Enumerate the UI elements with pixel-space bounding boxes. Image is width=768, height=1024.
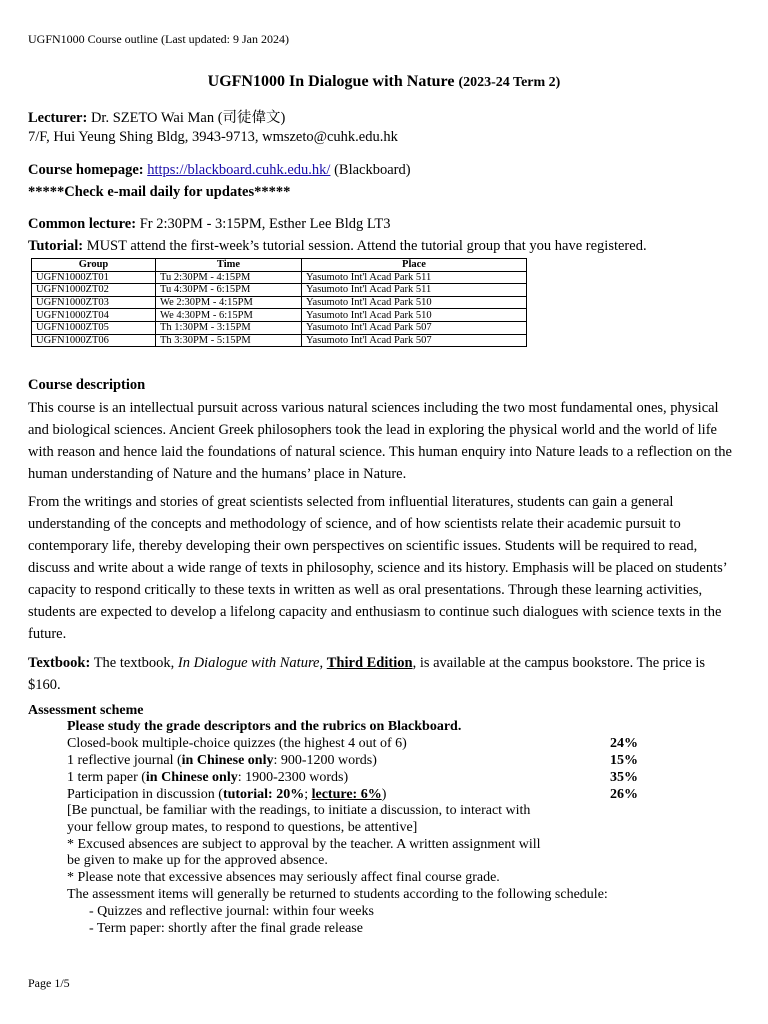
tutorial-label: Tutorial: — [28, 238, 84, 254]
assessment-line: The assessment items will generally be returned to students according to the following schedule: — [67, 887, 608, 902]
journal-bold: in Chinese only — [181, 753, 274, 768]
table-cell: Yasumoto Int'l Acad Park 511 — [302, 284, 527, 297]
tutorial-table — [31, 258, 527, 347]
assessment-journal — [67, 753, 377, 770]
table-row — [32, 284, 527, 297]
email-notice — [28, 184, 290, 201]
assessment-line: * Please note that excessive absences may seriously affect final course grade. — [67, 870, 500, 885]
table-row — [32, 321, 527, 334]
running-header: UGFN1000 Course outline (Last updated: 9 Jan 2024) — [28, 32, 289, 46]
paper-pre: 1 term paper ( — [67, 770, 146, 785]
tutorial-text: MUST attend the first-week’s tutorial session. Attend the tutorial group that you have registered. — [86, 238, 647, 254]
table-row — [32, 334, 527, 347]
schedule-item: - Term paper: shortly after the final grade release — [89, 921, 363, 936]
table-cell: UGFN1000ZT05 — [32, 321, 156, 334]
table-cell: Yasumoto Int'l Acad Park 510 — [302, 309, 527, 322]
table-cell: UGFN1000ZT03 — [32, 296, 156, 309]
common-lecture-label: Common lecture: — [28, 216, 137, 232]
page-title — [0, 73, 768, 91]
assessment-line: [Be punctual, be familiar with the readings, to initiate a discussion, to interact with — [67, 803, 531, 818]
table-header: Time — [156, 259, 302, 272]
tutorial-line — [28, 238, 647, 255]
table-cell: Th 3:30PM - 5:15PM — [156, 334, 302, 347]
homepage-suffix: (Blackboard) — [334, 162, 411, 178]
table-cell: Tu 4:30PM - 6:15PM — [156, 284, 302, 297]
assessment-line: * Excused absences are subject to approval by the teacher. A written assignment will — [67, 837, 541, 852]
table-cell: UGFN1000ZT01 — [32, 271, 156, 284]
participation-pre: Participation in discussion ( — [67, 787, 223, 802]
table-row — [32, 309, 527, 322]
assessment-paper — [67, 770, 348, 787]
assessment-line: be given to make up for the approved absence. — [67, 853, 328, 868]
table-header: Place — [302, 259, 527, 272]
journal-pre: 1 reflective journal ( — [67, 753, 182, 768]
page-number: Page 1/5 — [28, 976, 70, 990]
table-cell: We 2:30PM - 4:15PM — [156, 296, 302, 309]
table-cell: We 4:30PM - 6:15PM — [156, 309, 302, 322]
assessment-paper-pct: 35% — [610, 770, 638, 785]
lecturer-name: Dr. SZETO Wai Man (司徒偉文) — [90, 110, 286, 126]
course-description-heading-text: Course description — [28, 377, 146, 393]
textbook-title: In Dialogue with Nature — [177, 655, 320, 671]
assessment-heading — [28, 703, 143, 720]
textbook-post: , is available at the campus bookstore. The price is $160. — [28, 655, 706, 693]
title-term: (2023-24 Term 2) — [458, 75, 561, 90]
table-cell: Yasumoto Int'l Acad Park 510 — [302, 296, 527, 309]
table-cell: Tu 2:30PM - 4:15PM — [156, 271, 302, 284]
assessment-line: your fellow group mates, to respond to questions, be attentive] — [67, 820, 418, 835]
table-header-row — [32, 259, 527, 272]
table-cell: UGFN1000ZT04 — [32, 309, 156, 322]
homepage-label: Course homepage: — [28, 162, 144, 178]
paper-post: : 1900-2300 words) — [237, 770, 349, 785]
lecturer-label: Lecturer: — [28, 110, 88, 126]
table-cell: UGFN1000ZT06 — [32, 334, 156, 347]
table-cell: Yasumoto Int'l Acad Park 507 — [302, 321, 527, 334]
schedule-item: - Quizzes and reflective journal: within four weeks — [89, 904, 374, 919]
textbook-pre: The textbook, — [93, 655, 175, 671]
assessment-participation — [67, 787, 386, 804]
textbook-paragraph — [28, 652, 740, 696]
participation-sep: ; — [304, 787, 312, 802]
email-notice-text: *****Check e-mail daily for updates***** — [28, 184, 291, 200]
paper-bold: in Chinese only — [145, 770, 238, 785]
table-cell: Th 1:30PM - 3:15PM — [156, 321, 302, 334]
assessment-quiz: Closed-book multiple-choice quizzes (the highest 4 out of 6) — [67, 736, 407, 751]
assessment-note-text: Please study the grade descriptors and the rubrics on Blackboard. — [67, 719, 462, 734]
table-cell: Yasumoto Int'l Acad Park 511 — [302, 271, 527, 284]
course-description-p1: This course is an intellectual pursuit across various natural sciences including the two most fundamental ones, physical and biological sciences. Ancient Greek philosophers took the lead in exploring the physical world and the world of life with reason and hence laid the foundations of natural science. This human enquiry into Nature leads to a reflection on the human understanding of Nature and the humans’ place in Nature. — [28, 400, 732, 482]
assessment-journal-pct: 15% — [610, 753, 638, 768]
common-lecture-line — [28, 216, 391, 233]
assessment-participation-pct: 26% — [610, 787, 638, 802]
table-row — [32, 271, 527, 284]
participation-tutorial: tutorial: 20% — [222, 787, 305, 802]
participation-lecture: lecture: 6% — [311, 787, 382, 802]
homepage-link[interactable]: https://blackboard.cuhk.edu.hk/ — [147, 162, 331, 178]
assessment-note — [67, 719, 461, 736]
title-main: UGFN1000 In Dialogue with Nature — [207, 73, 455, 90]
textbook-edition: Third Edition — [326, 655, 413, 671]
table-header: Group — [32, 259, 156, 272]
course-description-p2: From the writings and stories of great scientists selected from influential literatures, students can gain a general understanding of the concepts and methodology of science, and of how scientists relate their academic pursuit to contemporary life, thereby developing their own perspectives on scientific issues. Students will be required to read, discuss and write about a wide range of texts in philosophy, science and its history. Emphasis will be placed on students’ capacity to respond critically to these texts in written as well as oral presentations. Through these learning activities, students are expected to develop a lifelong capacity and enthusiasm to continue such dialogues with science texts in the future. — [28, 494, 727, 642]
common-lecture-text: Fr 2:30PM - 3:15PM, Esther Lee Bldg LT3 — [139, 216, 391, 232]
textbook-label: Textbook: — [28, 655, 91, 671]
lecturer-contact: 7/F, Hui Yeung Shing Bldg, 3943-9713, wmszeto@cuhk.edu.hk — [28, 129, 398, 145]
assessment-quiz-pct: 24% — [610, 736, 638, 751]
course-description-heading — [28, 377, 145, 394]
homepage-line — [28, 162, 411, 179]
journal-post: : 900-1200 words) — [273, 753, 377, 768]
table-cell: Yasumoto Int'l Acad Park 507 — [302, 334, 527, 347]
participation-post: ) — [381, 787, 387, 802]
table-cell: UGFN1000ZT02 — [32, 284, 156, 297]
table-row — [32, 296, 527, 309]
textbook-comma: , — [319, 655, 324, 671]
lecturer-line — [28, 106, 285, 127]
assessment-heading-text: Assessment scheme — [28, 703, 144, 718]
